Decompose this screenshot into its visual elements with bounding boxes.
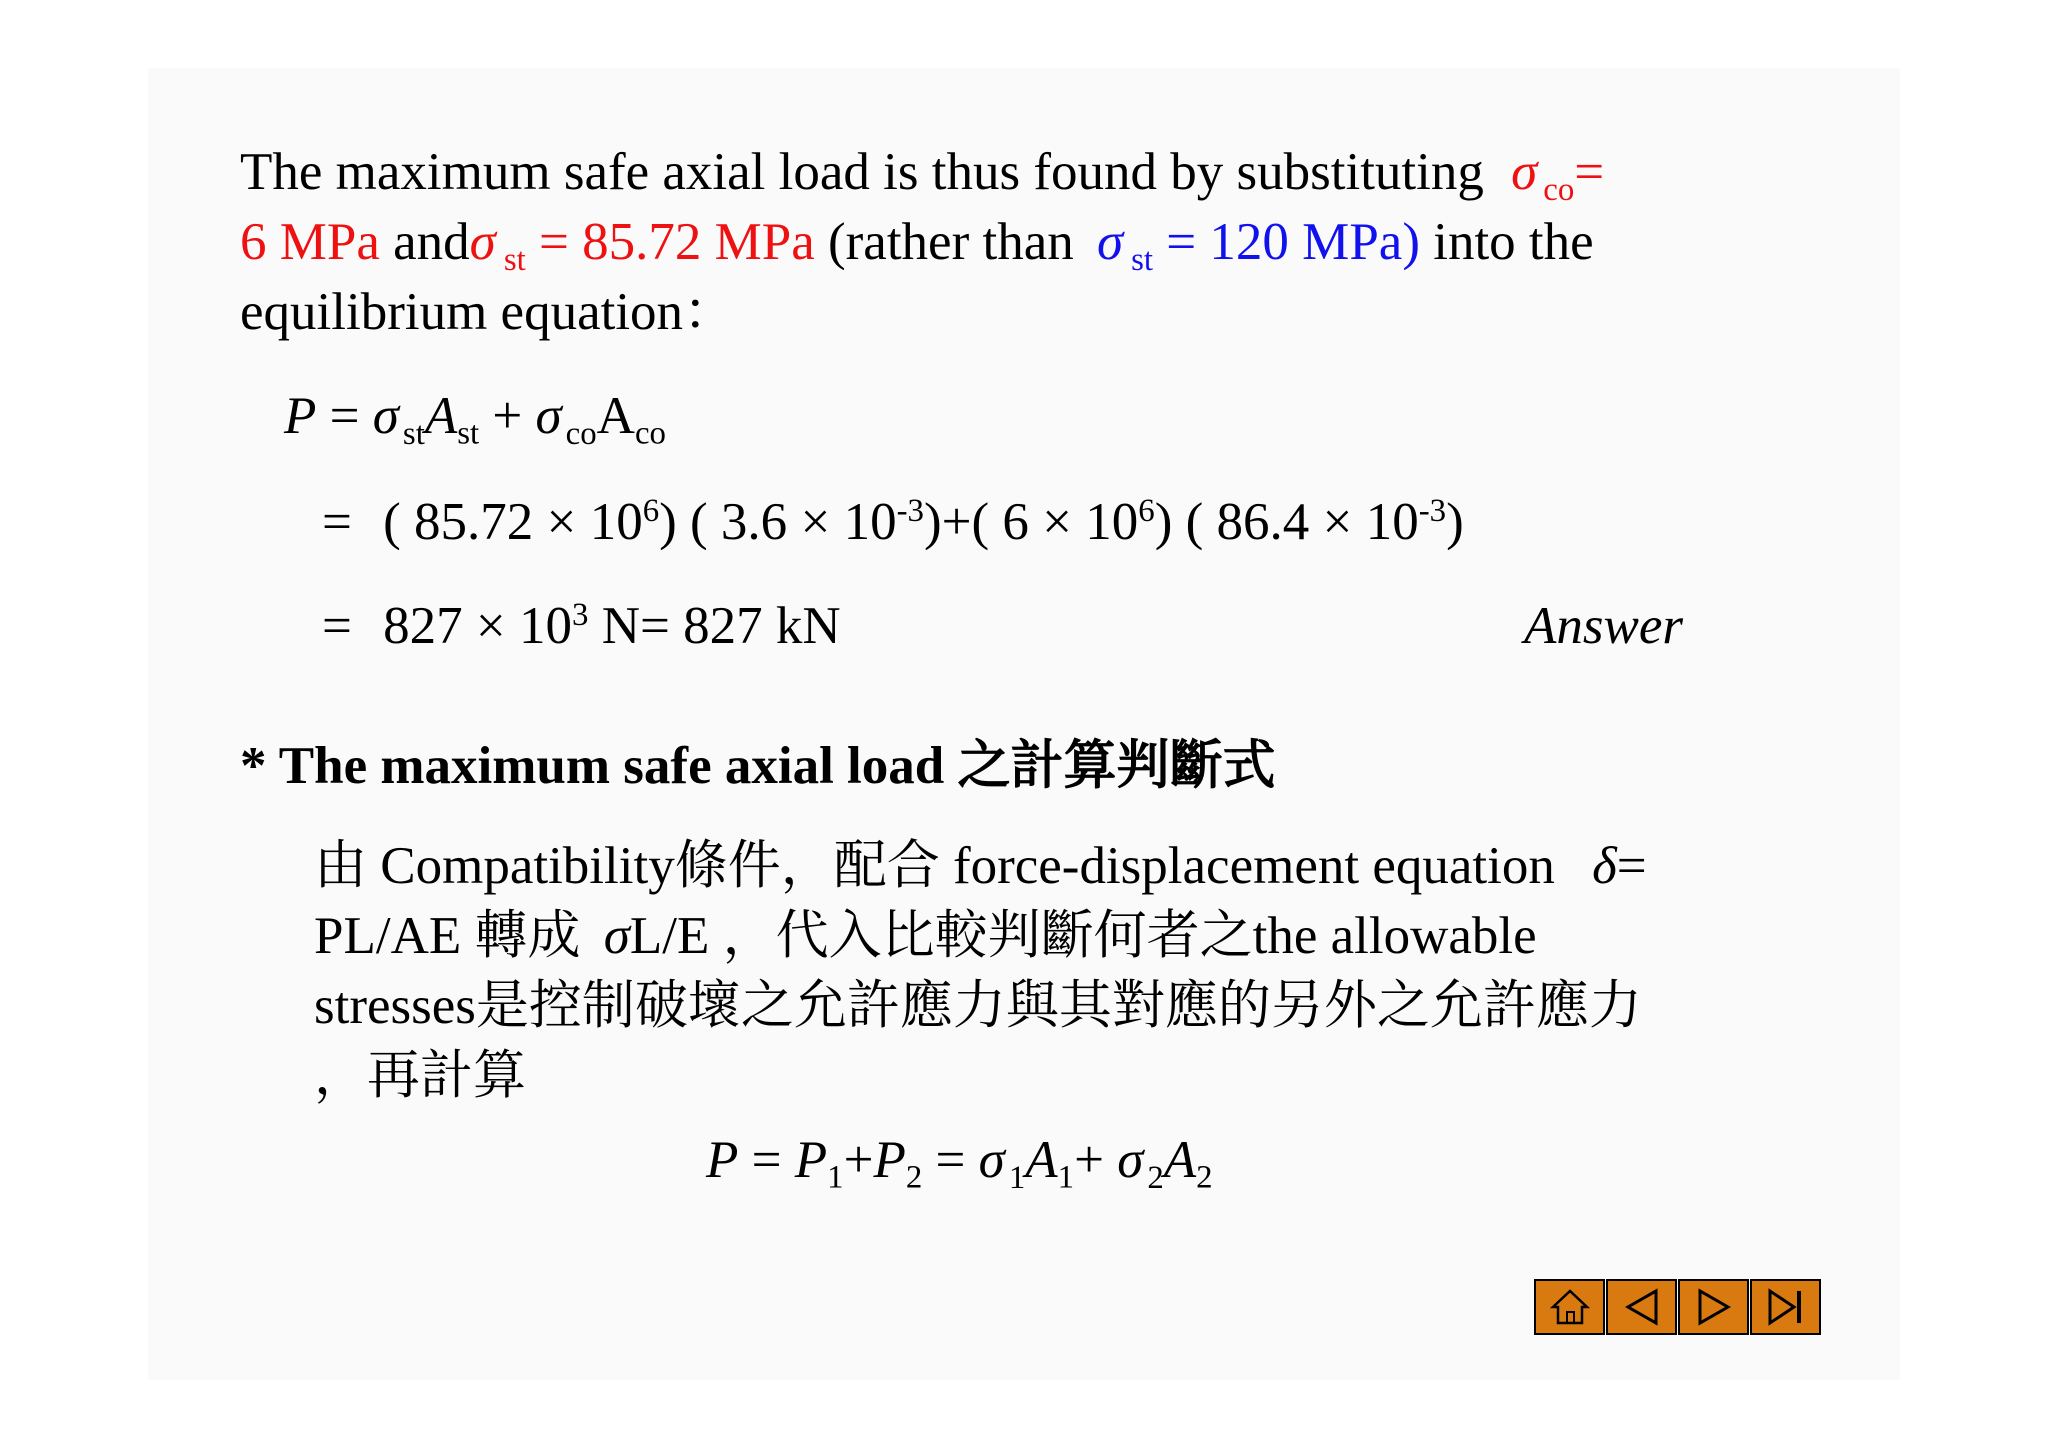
section-heading: * The maximum safe axial load 之計算判斷式 (240, 737, 1276, 795)
para1-line3: equilibrium equation： (240, 283, 737, 341)
next-icon (1694, 1287, 1734, 1327)
previous-button[interactable] (1606, 1279, 1677, 1335)
next-button[interactable] (1678, 1279, 1749, 1335)
para2-line3: stresses是控制破壞之允許應力與其對應的另外之允許應力 (314, 977, 1642, 1035)
home-icon (1550, 1288, 1590, 1326)
equation-p-sum: P = σ $_{st}A_{st} + \sigma$ $_{co}A_{co}$ (284, 387, 666, 452)
para1-line1: The maximum safe axial load is thus found by substituting σ $_{co}$= (240, 143, 1605, 208)
home-button[interactable] (1534, 1279, 1605, 1335)
answer-label: Answer (1524, 597, 1683, 655)
para2-line2: PL/AE 轉成 σL/E ，代入比較判斷何者之the allowable (314, 907, 1537, 965)
final-equation: $P = P_1+P_2 = \sigma$ $_1A_1+ \sigma$ $_2A_2$ (706, 1131, 1213, 1196)
last-icon (1766, 1287, 1806, 1327)
slide-navigation (1534, 1279, 1826, 1337)
para2-line1: 由 Compatibility條件，配合 force-displacement equation δ= (314, 837, 1647, 895)
previous-icon (1622, 1287, 1662, 1327)
equation-substitution: = ( $85.72 \times 10^6$) ( $3.6 \times 10^{-3})+$( $6 \times 10^6$) ( $86.4 \times 10^{-3}$) (322, 492, 1464, 551)
equation-result: = $827 \times 10^3$ N= 827 kN (322, 596, 841, 655)
para2-line4: ，再計算 (314, 1047, 526, 1105)
last-button[interactable] (1750, 1279, 1821, 1335)
para1-line2: 6 MPa andσ $_{st}$ = 85.72 MPa (rather than σ $_{st}$ = 120 MPa) into the (240, 213, 1594, 278)
